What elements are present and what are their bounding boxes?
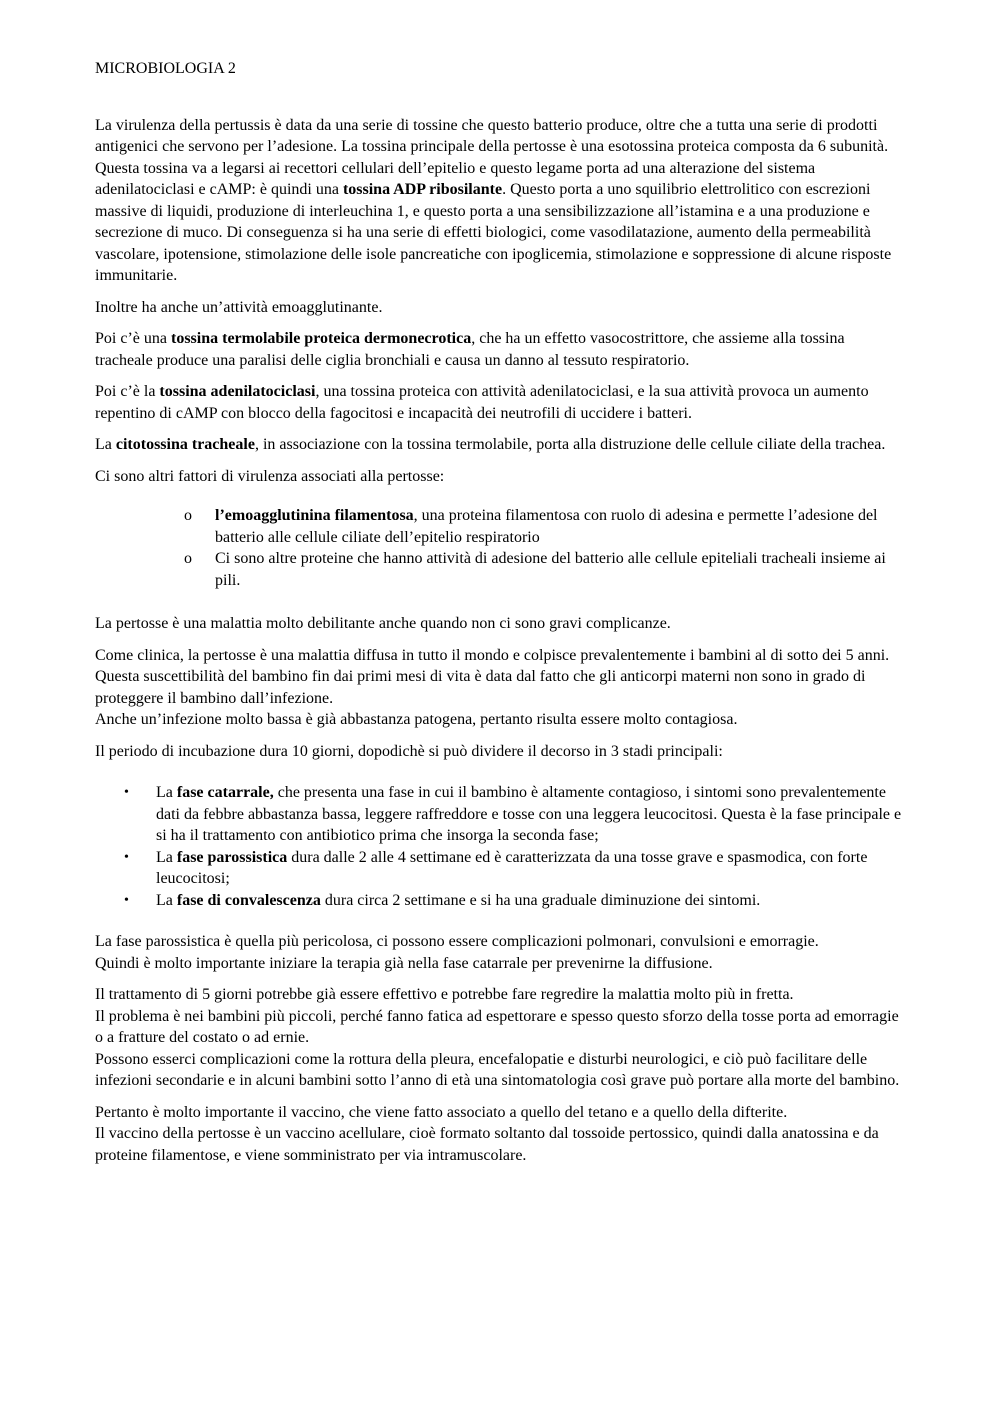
circle-bullet-marker: o — [184, 507, 192, 524]
text-span: Poi c’è la — [95, 383, 160, 400]
text-span: , una tossina proteica con attività adenilatociclasi, e la sua attività provoca un aumento repentino di cAMP con blocco della fagocitosi e incapacità dei neutrofili di uccidere i batteri. — [95, 383, 869, 422]
text-line: Il problema è nei bambini più piccoli, perché fanno fatica ad espettorare e spesso questo sforzo della tosse porta ad emorragie o a fratture del costato o ad ernie. — [95, 1007, 899, 1046]
paragraph-incubation: Il periodo di incubazione dura 10 giorni, dopodichè si può dividere il decorso in 3 stadi principali: — [95, 742, 723, 760]
paragraph-dermonecrotic-toxin — [95, 328, 905, 371]
list-item — [124, 782, 905, 847]
bullet-marker: • — [124, 785, 129, 800]
bold-term: citotossina tracheale — [115, 436, 255, 453]
list-item — [124, 847, 905, 890]
text-span: dura dalle 2 alle 4 settimane ed è caratterizzata da una tosse grave e spasmodica, con forte leucocitosi; — [156, 848, 868, 887]
text-line: Come clinica, la pertosse è una malattia diffusa in tutto il mondo e colpisce prevalentemente i bambini al di sotto dei 5 anni. — [95, 646, 890, 664]
page-header: MICROBIOLOGIA 2 — [95, 60, 236, 77]
text-span: La — [95, 436, 116, 453]
text-span: La — [156, 848, 177, 866]
paragraph-vaccine — [95, 1102, 905, 1167]
text-line: Anche un’infezione molto bassa è già abbastanza patogena, pertanto risulta essere molto contagiosa. — [95, 711, 738, 728]
text-line: La fase parossistica è quella più pericolosa, ci possono essere complicazioni polmonari, convulsioni e emorragie. — [95, 933, 819, 950]
virulence-factors-list — [95, 505, 905, 591]
bold-term: fase catarrale, — [176, 784, 274, 801]
list-item — [184, 548, 905, 591]
bold-term: fase di convalescenza — [176, 891, 321, 909]
text-line: Possono esserci complicazioni come la rottura della pleura, encefalopatie e disturbi neurologici, e ciò può facilitare delle infezioni secondarie e in alcuni bambini sotto l’anno di età una sintomatologia così grave può portare alla morte del bambino. — [95, 1050, 900, 1089]
paragraph-treatment — [95, 984, 905, 1092]
bold-term: l’emoagglutinina filamentosa — [215, 507, 414, 524]
text-line: Il vaccino della pertosse è un vaccino acellulare, cioè formato soltanto dal tossoide pertossico, quindi dalla anatossina e da proteine filamentose, e viene somministrato per via intramuscolare. — [95, 1125, 879, 1164]
text-span: Ci sono altre proteine che hanno attività di adesione del batterio alle cellule epiteliali tracheali insieme ai pili. — [215, 550, 886, 589]
text-span: La virulenza della pertussis è data da una serie di tossine che questo batterio produce, oltre che a tutta una serie di prodotti antigenici che servono per l’adesione. La tossina principale della pertosse è una esotossina proteica composta da 6 subunità. Questa tossina va a legarsi ai recettori cellulari dell’epitelio e questo legame porta ad una alterazione del sistema adenilatociclasi e cAMP: è quindi una — [95, 116, 889, 198]
paragraph-clinical — [95, 645, 905, 731]
circle-bullet-marker: o — [184, 550, 192, 567]
text-line: Quindi è molto importante iniziare la terapia già nella fase catarrale per prevenirne la diffusione. — [95, 954, 713, 972]
document-page — [95, 58, 905, 1176]
text-span: dura circa 2 settimane e si ha una graduale diminuzione dei sintomi. — [320, 891, 761, 909]
bold-term: fase parossistica — [176, 848, 288, 866]
paragraph-hemagglutinating: Inoltre ha anche un’attività emoagglutinante. — [95, 298, 383, 316]
paragraph-adenylate-cyclase-toxin — [95, 381, 905, 424]
bold-term: tossina ADP ribosilante — [342, 181, 503, 198]
paragraph-other-factors: Ci sono altri fattori di virulenza associati alla pertosse: — [95, 467, 445, 485]
text-span: . Questo porta a uno squilibrio elettrolitico con escrezioni massive di liquidi, produzione di interleuchina 1, e questo porta a una sensibilizzazione all’istamina e a una produzione e secrezione di muco. Di conseguenza si ha una serie di effetti biologici, come vasodilatazione, aumento della permeabilità vascolare, ipotensione, stimolazione delle isole pancreatiche con ipoglicemia, stimolazione e soppressione di alcune risposte immunitarie. — [95, 181, 892, 284]
paragraph-debilitating: La pertosse è una malattia molto debilitante anche quando non ci sono gravi complicanze. — [95, 615, 671, 632]
bold-term: tossina termolabile proteica dermonecrotica — [170, 330, 472, 347]
paragraph-paroxysmal — [95, 931, 905, 974]
text-span: , che ha un effetto vasocostrittore, che assieme alla tossina tracheale produce una paralisi delle ciglia bronchiali e causa un danno al tessuto respiratorio. — [95, 330, 845, 369]
bullet-marker: • — [124, 892, 129, 908]
bullet-marker: • — [124, 849, 129, 865]
text-span: che presenta una fase in cui il bambino è altamente contagioso, i sintomi sono prevalentemente dati da febbre abbastanza bassa, leggere raffreddore e tosse con una leggera leucocitosi. Questa è la fase principale e si ha il trattamento con antibiotico prima che insorga la seconda fase; — [156, 784, 902, 844]
text-line: Pertanto è molto importante il vaccino, che viene fatto associato a quello del tetano e a quello della difterite. — [95, 1103, 788, 1121]
text-span: Poi c’è una — [95, 330, 171, 347]
text-line: Il trattamento di 5 giorni potrebbe già essere effettivo e potrebbe fare regredire la malattia molto più in fretta. — [95, 986, 794, 1003]
paragraph-virulence — [95, 115, 905, 287]
bold-term: tossina adenilatociclasi — [159, 383, 316, 400]
text-span: , in associazione con la tossina termolabile, porta alla distruzione delle cellule ciliate della trachea. — [254, 436, 886, 453]
text-span: , una proteina filamentosa con ruolo di adesina e permette l’adesione del batterio alle cellule ciliate dell’epitelio respiratorio — [215, 507, 878, 546]
paragraph-tracheal-cytotoxin — [95, 434, 905, 456]
disease-stages-list — [95, 782, 905, 911]
text-span: La — [156, 784, 177, 801]
list-item — [124, 890, 905, 912]
list-item — [184, 505, 905, 548]
text-span: La — [156, 891, 177, 909]
text-line: Questa suscettibilità del bambino fin dai primi mesi di vita è data dal fatto che gli anticorpi materni non sono in grado di proteggere il bambino dall’infezione. — [95, 668, 866, 707]
